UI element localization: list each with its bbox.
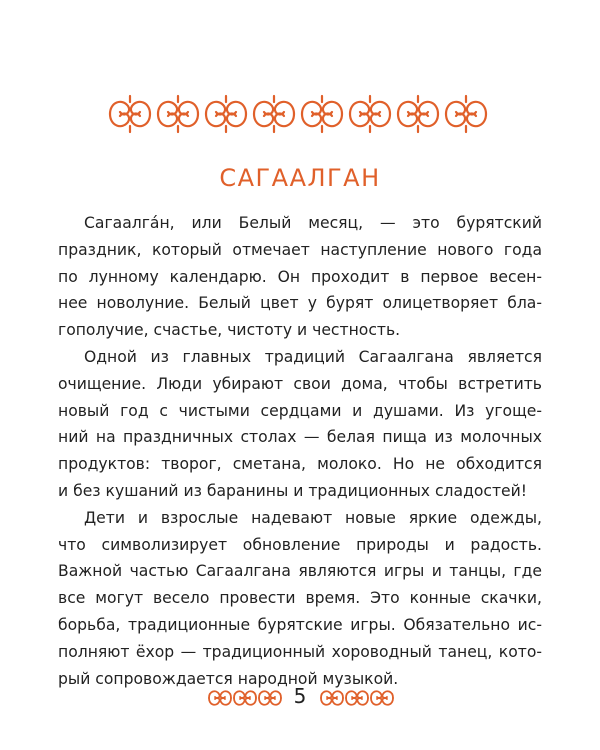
text-line: рый сопровождается народной музыкой. — [58, 669, 399, 688]
page-footer — [0, 680, 600, 720]
top-ornament — [106, 92, 494, 136]
page-title: САГААЛГАН — [219, 164, 381, 192]
text-line: гополучие, счастье, чистоту и честность. — [58, 321, 401, 340]
text-line: по лунному календарю. Он проходит в первое весен- — [58, 267, 542, 286]
text-line: праздник, который отмечает наступление нового года — [58, 240, 542, 259]
paragraph-3 — [58, 505, 542, 693]
text-line: Одной из главных традиций Сагаалгана является — [84, 347, 542, 366]
text-line: Сагаалга́н, или Белый месяц, — это бурятский — [84, 214, 542, 232]
text-line: продуктов: творог, сметана, молоко. Но не обходится — [58, 455, 542, 474]
text-line: Важной частью Сагаалгана являются игры и танцы, где — [58, 562, 542, 581]
text-line: все могут весело провести время. Это конные скачки, — [58, 589, 542, 608]
text-line: новый год с чистыми сердцами и душами. Из угоще- — [58, 401, 542, 420]
text-line: что символизирует обновление природы и радость. — [58, 535, 542, 554]
text-line: ний на праздничных столах — белая пища из молочных — [58, 428, 542, 447]
paragraph-1 — [58, 210, 542, 344]
page-number: 5 — [293, 684, 307, 708]
text-line: борьба, традиционные бурятские игры. Обязательно ис- — [58, 615, 542, 634]
text-line: очищение. Люди убирают свои дома, чтобы встретить — [58, 374, 542, 393]
text-line: нее новолуние. Белый цвет у бурят олицетворяет бла- — [58, 294, 542, 313]
footer-ornament-right — [318, 686, 394, 710]
paragraph-2 — [58, 344, 542, 505]
footer-ornament-left — [206, 686, 282, 710]
body-text — [58, 210, 542, 692]
text-line: полняют ёхор — традиционный хороводный танец, кото- — [58, 642, 542, 661]
text-line: и без кушаний из баранины и традиционных сладостей! — [58, 481, 528, 500]
text-line: Дети и взрослые надевают новые яркие одежды, — [84, 508, 542, 527]
